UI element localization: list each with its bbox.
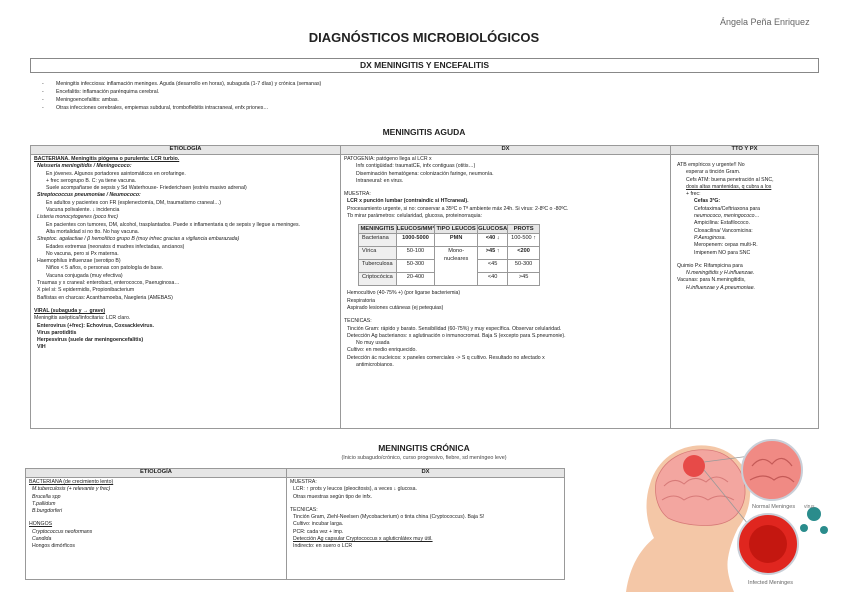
dx-line: Detección Ag bacterianos: x aglutinación o inmunocromat. Baja S (excepto para S.pneumonie). — [347, 332, 566, 339]
etio-line: B.burgdorferi — [32, 508, 62, 515]
lcr-header: MENINGITIS — [359, 225, 397, 234]
etio-line: VIH — [37, 344, 46, 351]
dx-line: Tb mirar parámetros: celularidad, glucosa, proteinorraquia: — [347, 213, 482, 220]
etio-line: Brucella spp — [32, 493, 61, 500]
etio-line: Hongos dimórficos — [32, 543, 75, 550]
etio-line: + frec serogrupo B. C: ya tiene vacuna. — [46, 177, 137, 184]
normal-meninges-icon — [742, 440, 802, 500]
etio-line: Candida — [32, 536, 52, 543]
tto-line: Imipenem NO para SNC — [694, 249, 751, 256]
list-item: - Encefalitis: inflamación parénquima cerebral. — [42, 88, 802, 96]
etio-line: Vacuna conjugada (muy efectiva) — [46, 272, 123, 279]
tto-line: Vacunas: para N.meningitidis, — [677, 277, 746, 284]
list-item: - Otras infecciones cerebrales, empiemas subdural, tromboflebitis intracraneal, enfx priones… — [42, 104, 802, 112]
etio-line: Suele acompañarse de sepsis y Sd Waterhouse- Friederichsen (estrés masivo adrenal) — [46, 185, 247, 192]
etio-line: Vacuna polivalente. ↓ incidencia — [46, 207, 120, 214]
tto-line: P.Aeruginosa. — [694, 234, 726, 241]
dx-line: PCR: cada vez + imp. — [293, 528, 344, 535]
dx-line: Cultivo: en medio enriquecido. — [347, 347, 417, 354]
dx-line: Tinción Gram, Ziehl-Neelsen (Mycobacterium) o tinta china (Cryptococcus). Baja S! — [293, 514, 485, 521]
col-header-tto: TTO Y PX — [671, 146, 819, 155]
section-banner: DX MENINGITIS Y ENCEFALITIS — [30, 58, 819, 73]
aguda-table — [30, 145, 819, 429]
tto-line: + frec: — [686, 191, 701, 198]
dx-line: MUESTRA: — [344, 191, 371, 198]
lcr-cell: <40 ↓ — [478, 234, 508, 247]
lcr-cell: 50-300 — [396, 260, 434, 273]
dx-line: Diseminación hematógena: colonización faringe, neumonía. — [356, 170, 494, 177]
intro-list — [42, 80, 802, 112]
etio-line: Neisseria meningitidis / Meningococo: — [37, 163, 132, 170]
lcr-cell: 20-400 — [396, 273, 434, 286]
etio-line: BACTERIANA (de crecimiento lento) — [29, 479, 114, 485]
tto-line: Cefotaxima/Ceftriaxona para — [694, 205, 761, 212]
lcr-cell: Bacteriana — [359, 234, 397, 247]
etio-line: T.pallidum — [32, 500, 56, 507]
tto-line: Quimio Px: Rifampicina para — [677, 262, 743, 269]
aguda-tto-cell — [671, 155, 819, 429]
tto-line: Meropenem: cepas multi-R. — [694, 242, 758, 249]
dx-line: LCR x punción lumbar (contraindic si HTcraneal). — [347, 198, 469, 205]
meningitis-illustration — [618, 436, 840, 594]
etio-line: Haemophilus influenzae (serotipo B) — [37, 258, 121, 265]
col-header-dx: DX — [287, 469, 565, 478]
virus-label: virus — [804, 504, 815, 510]
lcr-cell: 50-100 — [396, 247, 434, 260]
lcr-parameters-table — [358, 224, 540, 286]
inflamed-core — [749, 525, 787, 563]
col-header-etiologia: ETIOLOGÍA — [31, 146, 341, 155]
etio-line: M.tuberculosis (+ relevante y frec) — [32, 486, 111, 493]
cronica-title: MENINGITIS CRÓNICA — [378, 443, 470, 453]
dx-line: Procesamiento urgente, si no: conservar a 35ºC o Tª ambiente máx 24h. Si virus: 2-8ºC o -80ºC. — [347, 205, 569, 212]
tto-line: Cefas 3ªG: — [694, 198, 721, 205]
etio-line: Alta mortalidad si no tto. No hay vacuna. — [46, 228, 140, 235]
etio-line: No vacuna, pero si Px materna. — [46, 250, 119, 257]
col-header-etiologia: ETIOLOGÍA — [26, 469, 287, 478]
dx-line: LCR: ↑ prots y leucos (pleocitosis), a veces ↓ glucosa. — [293, 486, 417, 493]
etio-line: Streptoc. agalactiae / β hemolítico grupo B (muy infrec gracias a vigilancia embarazada) — [37, 236, 240, 243]
etio-line: X piel si: S epidermidis, Propionibacterium — [37, 287, 135, 294]
infected-meninges-label: Infected Meninges — [748, 580, 793, 586]
normal-meninges-label: Normal Meninges — [752, 504, 796, 510]
col-header-dx: DX — [341, 146, 671, 155]
list-item: - Meningoencefalitis: ambas. — [42, 96, 802, 104]
tto-line: N.meningitidis y H.influenzae. — [686, 270, 755, 277]
tto-line: Cefs ATM: buena penetración al SNC, — [686, 176, 774, 183]
tto-line: H.influenzae y A.pneumoniae. — [686, 284, 756, 291]
lcr-cell: PMN — [435, 234, 478, 247]
etio-line: Listeria monocytogenes (poco frec) — [37, 214, 119, 221]
aguda-dx-cell — [341, 155, 671, 429]
lcr-header: TIPO LEUCOS — [435, 225, 478, 234]
aguda-etiologia-cell — [31, 155, 341, 429]
etio-line: HONGOS — [29, 521, 53, 528]
dx-line: Detección ác nucleicos: x paneles comerciales -> S q cultivo. Resultado no afectado x — [347, 354, 545, 361]
lcr-header: LEUCOS/MM³ — [396, 225, 434, 234]
etio-line: Traumas y x craneal: enterobact, enterococos, Paeruginosa… — [37, 280, 180, 287]
author-name: Ángela Peña Enriquez — [720, 17, 810, 27]
dx-line: No muy usada — [356, 340, 390, 347]
lcr-cell: <200 — [508, 247, 540, 260]
etio-line: VIRAL (subaguda y → grave) — [34, 307, 106, 314]
cronica-dx-cell — [287, 478, 565, 580]
tto-line: dosis altas mantenidas, q cubra a los — [686, 183, 772, 190]
etio-line: Edades extremas (neonatos d madres infectadas, ancianos) — [46, 243, 185, 250]
dx-line: Tinción Gram: rápido y barato. Sensibilidad (60-75%) y muy específica. Observar celularidad. — [347, 325, 562, 332]
dx-line: TÉCNICAS: — [290, 506, 318, 513]
lcr-cell: Tuberculosa — [359, 260, 397, 273]
dx-line: Hemocultivo (40-75% +) (por ligarse bacteriemia) — [347, 290, 461, 297]
lcr-cell: <45 — [478, 260, 508, 273]
dx-line: Respiratoria — [347, 297, 375, 304]
infection-focus — [683, 455, 705, 477]
cronica-subtitle: (Inicio subagudo/crónico, curso progresivo, fiebre, sd meníngeo leve) — [341, 455, 507, 461]
etio-line: En pacientes con tumores, DM, alcohol, trasplantados. Puede x inflamentaria q de sepsis y llegue a meninges. — [46, 221, 301, 228]
virus-icon — [800, 524, 808, 532]
lcr-cell: >45 ↑ — [478, 247, 508, 260]
etio-line: En adultos y pacientes con FR (esplenectomía, DM, traumatismo craneal…) — [46, 199, 222, 206]
lcr-cell: 100-500 ↑ — [508, 234, 540, 247]
etio-line: BACTERIANA. Meningitis piógena o purulenta: LCR turbio. — [34, 156, 180, 162]
cronica-table — [25, 468, 565, 580]
lcr-cell: <40 — [478, 273, 508, 286]
lcr-cell: Criptocócica — [359, 273, 397, 286]
lcr-header: PROTS — [508, 225, 540, 234]
cronica-etiologia-cell — [26, 478, 287, 580]
lcr-cell: 1000-5000 — [396, 234, 434, 247]
dx-line: Otras muestras según tipo de infx. — [293, 493, 373, 500]
tto-line: neumococo, meningococo… — [694, 213, 760, 220]
etio-line: Virus parotiditis — [37, 329, 77, 336]
etio-line: Meningitis aséptica/linfocitaria: LCR claro. — [34, 315, 131, 322]
list-item: - Meningitis infecciosa: inflamación meninges. Aguda (desarrollo en horas), subaguda (1-7 días) y crónica (semanas) — [42, 80, 802, 88]
etio-line: Streptococcus pneumoniae / Neumococo: — [37, 192, 141, 199]
etio-line: Bañistas en charcas: Acanthamoeba, Naegleria (AMEBAS) — [37, 294, 173, 301]
tto-line: Ampicilina: Estafilococo. — [694, 220, 750, 227]
dx-line: Cultivo: incubar larga. — [293, 521, 344, 528]
dx-line: Infx contigüidad: traumatCE, infx contiguas (otitis…) — [356, 163, 476, 170]
dx-line: MUESTRA: — [290, 479, 317, 485]
lcr-cell: Mono-nucleares — [435, 247, 478, 286]
lcr-cell: 50-300 — [508, 260, 540, 273]
dx-line: Detección Ag capsular Cryptococcus x agluticnlátex muy útil. — [293, 536, 433, 543]
etio-line: Niños < 5 años, o personas con patología de base. — [46, 265, 164, 272]
etio-line: Enterovirus (+frec): Echovirus, Coxsackievirus. — [37, 322, 154, 329]
dx-line: PATOGENIA: patógeno llega al LCR x — [344, 156, 432, 162]
aguda-title: MENINGITIS AGUDA — [382, 127, 466, 137]
virus-icon — [820, 526, 828, 534]
tto-line: esperar a tinción Gram. — [686, 169, 741, 176]
page-title: DIAGNÓSTICOS MICROBIOLÓGICOS — [308, 30, 540, 45]
dx-line: Aspirado lesiones cutáneas (ej petequias) — [347, 304, 444, 311]
dx-line: antimicrobianos. — [356, 362, 394, 369]
dx-line: Indirecto: en suero o LCR — [293, 543, 353, 550]
etio-line: Cryptococcus neoformans — [32, 528, 93, 535]
lcr-cell: Vírica — [359, 247, 397, 260]
etio-line: Herpesvirus (suele dar meningoencefalitis) — [37, 337, 144, 344]
etio-line: En jóvenes. Algunos portadores asintomáticos en orofaringe. — [46, 170, 186, 177]
tto-line: Cloxacilina/ Vancomicina: — [694, 227, 753, 234]
dx-line: TÉCNICAS: — [344, 318, 372, 325]
lcr-header: GLUCOSA — [478, 225, 508, 234]
dx-line: Intraneural: en virus. — [356, 177, 404, 184]
tto-line: ATB empíricos y urgente!! No — [677, 162, 745, 168]
lcr-cell: >45 — [508, 273, 540, 286]
